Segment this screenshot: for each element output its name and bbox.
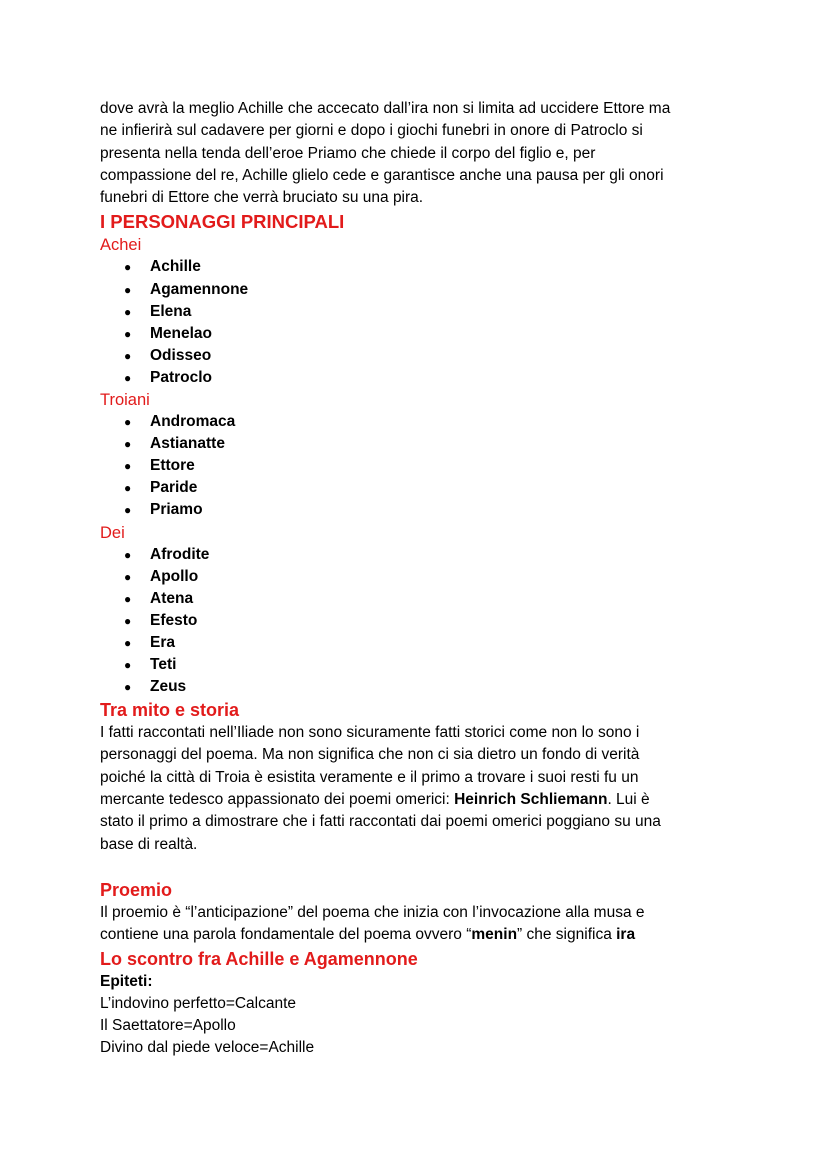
list-item [100,654,740,676]
list-item-label: Era [150,633,175,651]
intro-line: compassione del re, Achille glielo cede e garantisce anche una pausa per gli onori [100,166,664,184]
proem-text: ” che significa [517,926,617,944]
intro-paragraph [100,98,740,209]
myth-heading: Tra mito e storia [100,700,240,721]
proem-heading: Proemio [100,879,173,900]
bullet-icon: ● [124,481,132,496]
achei-list [100,256,740,389]
epithet-line: L’indovino perfetto=Calcante [100,994,297,1012]
myth-paragraph [100,722,740,856]
bullet-icon: ● [124,415,132,430]
bullet-icon: ● [124,635,132,650]
list-item [100,367,740,389]
list-item [100,433,740,455]
list-item-label: Astianatte [150,435,225,453]
list-item [100,323,740,345]
bullet-icon: ● [124,370,132,385]
bullet-icon: ● [124,459,132,474]
spacer [100,856,740,878]
myth-line: personaggi del poema. Ma non significa che non ci sia dietro un fondo di verità [100,746,640,764]
list-item [100,455,740,477]
list-item-label: Priamo [150,501,203,519]
myth-line [100,789,740,811]
troiani-heading: Troiani [100,391,150,410]
intro-line: dove avrà la meglio Achille che accecato dall’ira non si limita ad uccidere Ettore ma [100,100,671,117]
list-item [100,301,740,323]
achei-heading: Achei [100,236,142,255]
list-item [100,588,740,610]
myth-text: mercante tedesco appassionato dei poemi omerici: [100,791,455,809]
dei-heading: Dei [100,523,125,542]
list-item-label: Atena [150,589,194,607]
list-item-label: Apollo [150,567,199,585]
epithets-label-text: Epiteti: [100,972,153,990]
list-item [100,411,740,433]
list-item-label: Odisseo [150,346,212,364]
list-item-label: Ettore [150,457,195,475]
schliemann-name: Heinrich Schliemann [454,791,608,809]
bullet-icon: ● [124,348,132,363]
list-item-label: Zeus [150,678,187,696]
bullet-icon: ● [124,680,132,695]
list-item-label: Afrodite [150,545,210,563]
troiani-list [100,411,740,521]
intro-line: ne infierirà sul cadavere per giorni e dopo i giochi funebri in onore di Patroclo si [100,122,643,140]
list-item-label: Menelao [150,324,213,342]
proem-line [100,924,740,946]
list-item [100,544,740,566]
bullet-icon: ● [124,613,132,628]
list-item [100,477,740,499]
bullet-icon: ● [124,503,132,518]
epithet-line: Divino dal piede veloce=Achille [100,1039,315,1057]
list-item [100,499,740,521]
list-item-label: Achille [150,258,201,276]
myth-line: base di realtà. [100,835,198,853]
bullet-icon: ● [124,437,132,452]
clash-heading: Lo scontro fra Achille e Agamennone [100,948,418,969]
list-item [100,279,740,301]
characters-heading: I PERSONAGGI PRINCIPALI [100,211,345,233]
proem-text: contiene una parola fondamentale del poema ovvero “ [100,926,472,944]
list-item [100,566,740,588]
menin-word: menin [471,926,518,944]
epithets-label [100,971,740,993]
ira-word: ira [616,926,636,944]
myth-line: I fatti raccontati nell’Iliade non sono sicuramente fatti storici come non lo sono i [100,724,640,742]
bullet-icon: ● [124,547,132,562]
epithet-line: Il Saettatore=Apollo [100,1017,236,1035]
bullet-icon: ● [124,260,132,275]
list-item [100,632,740,654]
list-item-label: Agamennone [150,280,249,298]
list-item-label: Elena [150,302,192,320]
bullet-icon: ● [124,282,132,297]
list-item [100,345,740,367]
bullet-icon: ● [124,591,132,606]
list-item [100,676,740,698]
myth-line: poiché la città di Troia è esistita veramente e il primo a trovare i suoi resti fu un [100,768,639,786]
proem-line: Il proemio è “l’anticipazione” del poema che inizia con l’invocazione alla musa e [100,903,645,921]
list-item-label: Paride [150,479,198,497]
list-item-label: Patroclo [150,368,213,386]
bullet-icon: ● [124,326,132,341]
document-content [100,98,740,1060]
intro-line: funebri di Ettore che verrà bruciato su una pira. [100,189,424,207]
myth-line: stato il primo a dimostrare che i fatti raccontati dai poemi omerici poggiano su una [100,813,661,831]
intro-line: presenta nella tenda dell’eroe Priamo che chiede il corpo del figlio e, per [100,144,596,162]
proem-paragraph [100,902,740,947]
list-item-label: Efesto [150,611,198,629]
list-item [100,256,740,278]
bullet-icon: ● [124,304,132,319]
list-item [100,610,740,632]
bullet-icon: ● [124,569,132,584]
list-item-label: Teti [150,655,177,673]
bullet-icon: ● [124,657,132,672]
dei-list [100,544,740,699]
list-item-label: Andromaca [150,413,236,431]
myth-text: . Lui è [607,791,650,809]
